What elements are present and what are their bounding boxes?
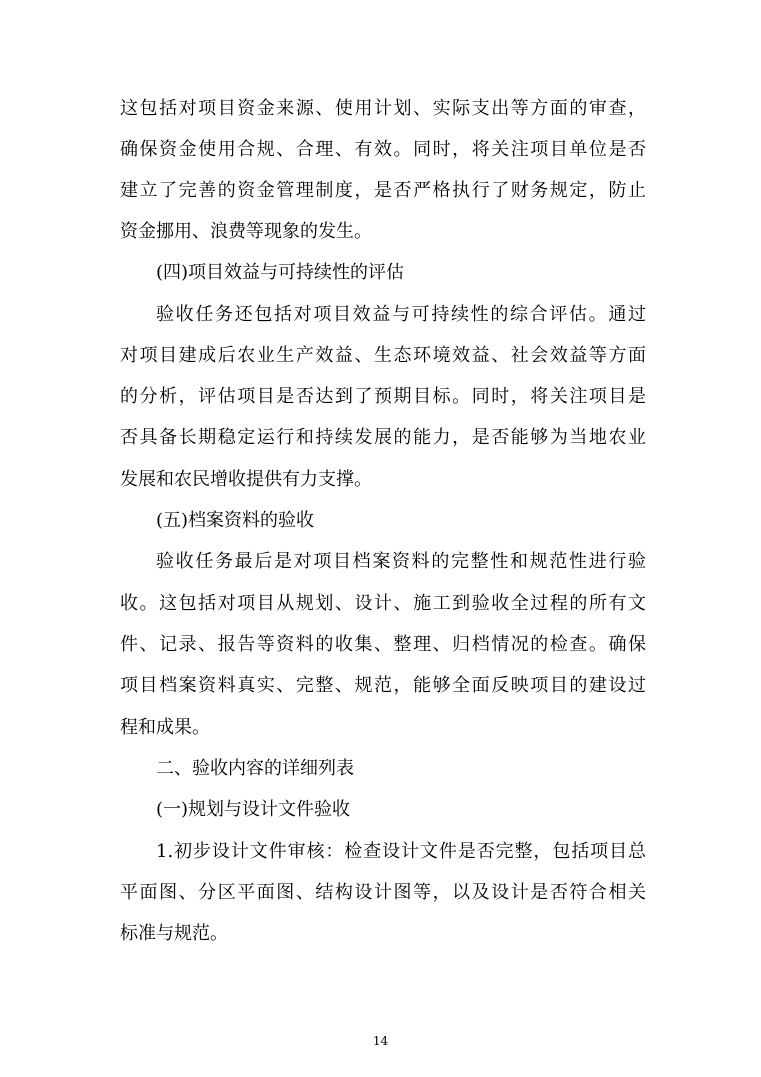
- paragraph-line: 的分析，评估项目是否达到了预期目标。同时，将关注项目是: [120, 386, 646, 407]
- paragraph-line: 对项目建成后农业生产效益、生态环境效益、社会效益等方面: [120, 345, 646, 366]
- section-heading: (一)规划与设计文件验收: [156, 799, 351, 820]
- paragraph-line: 确保资金使用合规、合理、有效。同时，将关注项目单位是否: [120, 139, 646, 160]
- section-heading: (四)项目效益与可持续性的评估: [156, 262, 405, 283]
- chapter-heading: 二、验收内容的详细列表: [156, 758, 354, 779]
- list-item-line: 平面图、分区平面图、结构设计图等，以及设计是否符合相关: [120, 882, 646, 903]
- paragraph-line: 资金挪用、浪费等现象的发生。: [120, 221, 372, 242]
- list-item-line: 1.初步设计文件审核：检查设计文件是否完整，包括项目总: [156, 841, 646, 862]
- paragraph-line: 验收任务最后是对项目档案资料的完整性和规范性进行验: [156, 551, 646, 572]
- paragraph-line: 发展和农民增收提供有力支撑。: [120, 469, 372, 490]
- paragraph-line: 这包括对项目资金来源、使用计划、实际支出等方面的审查，: [120, 98, 646, 119]
- list-item-line: 标准与规范。: [120, 923, 228, 944]
- paragraph-line: 程和成果。: [120, 717, 210, 738]
- paragraph-line: 收。这包括对项目从规划、设计、施工到验收全过程的所有文: [120, 593, 646, 614]
- paragraph-line: 建立了完善的资金管理制度，是否严格执行了财务规定，防止: [120, 180, 646, 201]
- paragraph-line: 件、记录、报告等资料的收集、整理、归档情况的检查。确保: [120, 634, 646, 655]
- section-heading: (五)档案资料的验收: [156, 510, 315, 531]
- paragraph-line: 验收任务还包括对项目效益与可持续性的综合评估。通过: [156, 304, 646, 325]
- paragraph-line: 否具备长期稳定运行和持续发展的能力，是否能够为当地农业: [120, 427, 646, 448]
- page-number: 14: [372, 1034, 389, 1048]
- paragraph-line: 项目档案资料真实、完整、规范，能够全面反映项目的建设过: [120, 675, 646, 696]
